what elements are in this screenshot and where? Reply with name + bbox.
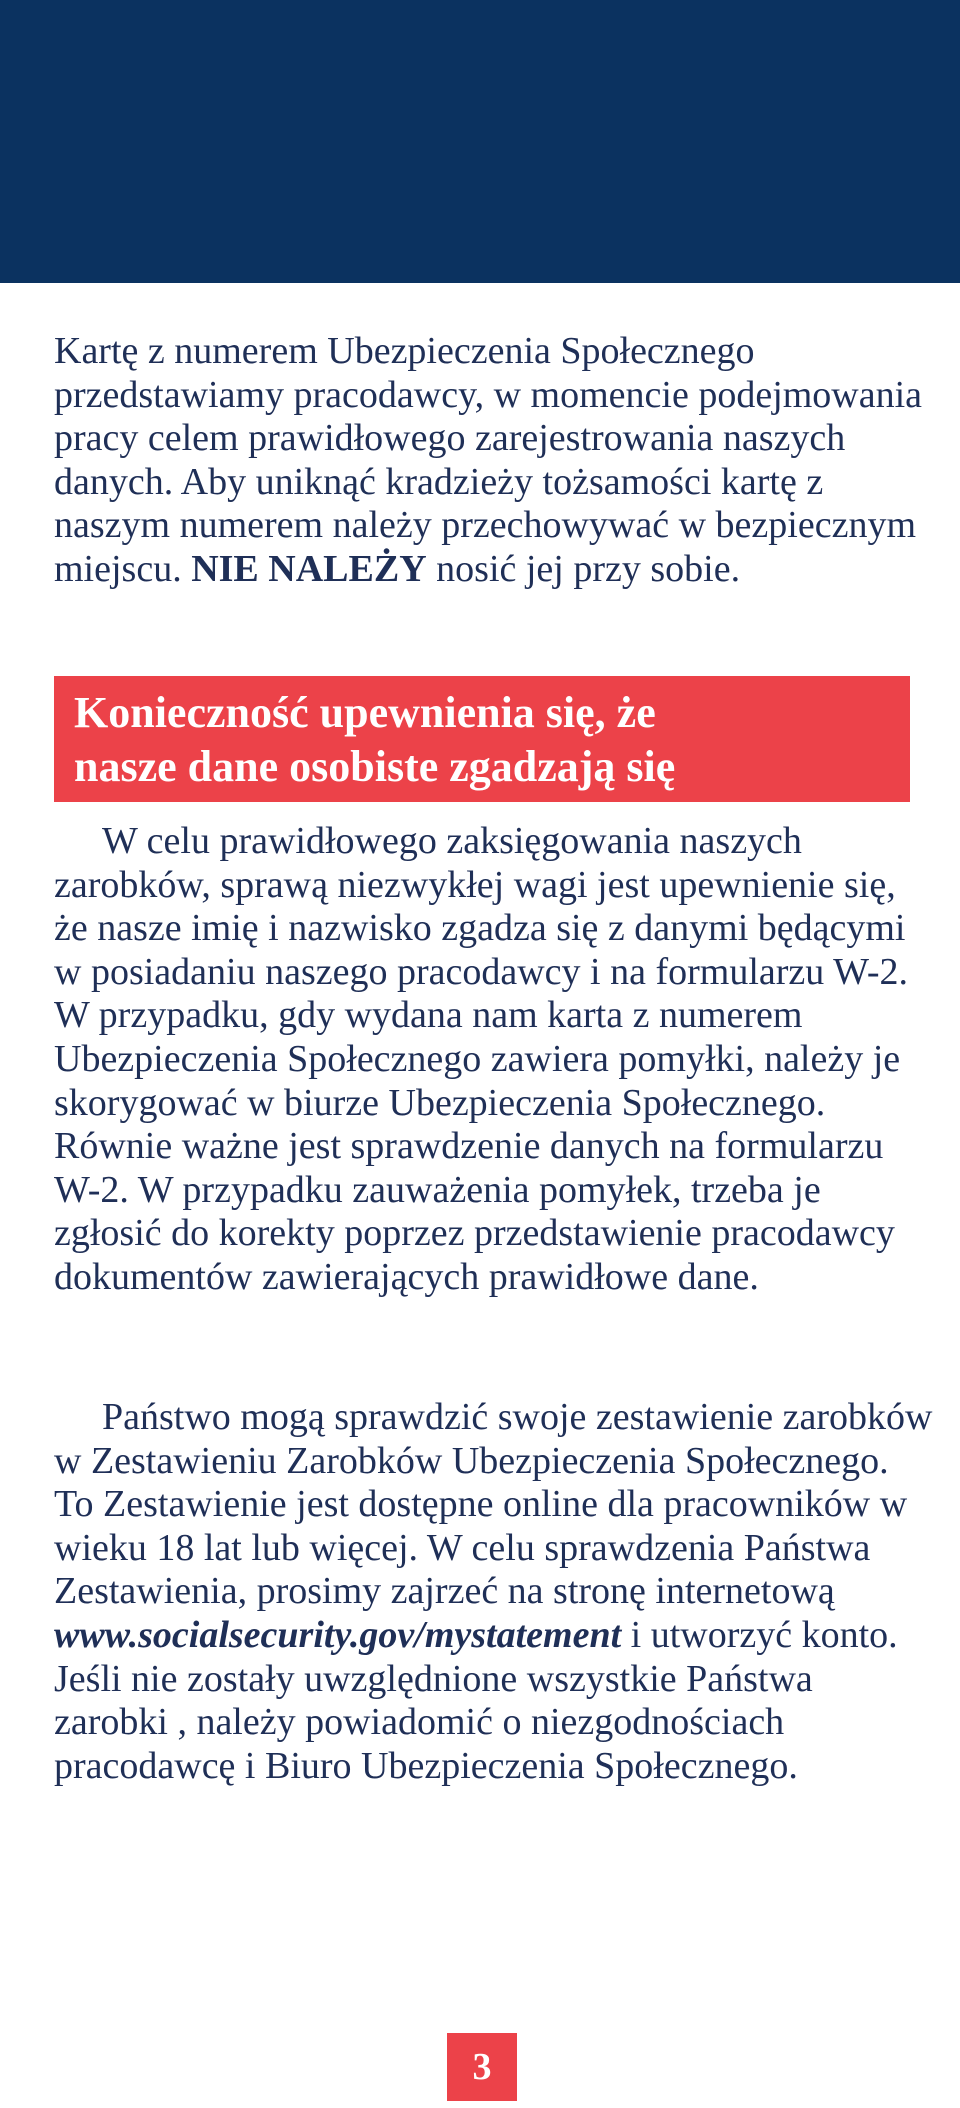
mystatement-link[interactable]: www.socialsecurity.gov/mystatement: [54, 1613, 622, 1656]
body-paragraph-2-text: Państwo mogą sprawdzić swoje zestawienie zarobków w Zestawieniu Zarobków Ubezpieczenia Społecznego. To Zestawienie jest dostępne online dla pracowników w wieku 18 lat lub więcej. W celu sprawdzenia Państwa Zestawienia, prosimy zajrzeć na stronę internetową: [54, 1396, 933, 1613]
section-heading: [54, 676, 910, 802]
body-paragraph-1: [54, 820, 934, 1300]
page-number-badge: 3: [447, 2033, 517, 2101]
header-band: [0, 0, 960, 283]
intro-paragraph: [54, 330, 934, 592]
intro-after-emphasis: nosić jej przy sobie.: [436, 547, 741, 590]
body-paragraph-1-text: W celu prawidłowego zaksięgowania naszych zarobków, sprawą niezwykłej wagi jest upewnienie się, że nasze imię i nazwisko zgadza się z danymi będącymi w posiadaniu naszego pracodawcy i na formularzu W-2. W przypadku, gdy wydana nam karta z numerem Ubezpieczenia Społecznego zawiera pomyłki, należy je skorygować w biurze Ubezpieczenia Społecznego. Równie ważne jest sprawdzenie danych na formularzu W-2. W przypadku zauważenia pomyłek, trzeba je zgłosić do korekty poprzez przedstawienie pracodawcy dokumentów zawierających prawidłowe dane.: [54, 820, 908, 1298]
body-paragraph-2: [54, 1396, 934, 1788]
section-heading-line-1: Konieczność upewnienia się, że: [74, 688, 656, 737]
intro-text: Kartę z numerem Ubezpieczenia Społecznego przedstawiamy pracodawcy, w momencie podejmowania pracy celem prawidłowego zarejestrowania naszych danych. Aby uniknąć kradzieży tożsamości kartę z naszym numerem należy przechowywać w bezpiecznym miejscu.: [54, 330, 923, 590]
body-paragraph-2-text-end: i utworzyć konto. Jeśli nie zostały uwzględnione wszystkie Państwa zarobki , należy powiadomić o niezgodnościach pracodawcę i Biuro Ubezpieczenia Społecznego.: [54, 1613, 898, 1787]
section-heading-line-2: nasze dane osobiste zgadzają się: [74, 742, 676, 791]
intro-emphasis: NIE NALEŻY: [191, 547, 427, 590]
